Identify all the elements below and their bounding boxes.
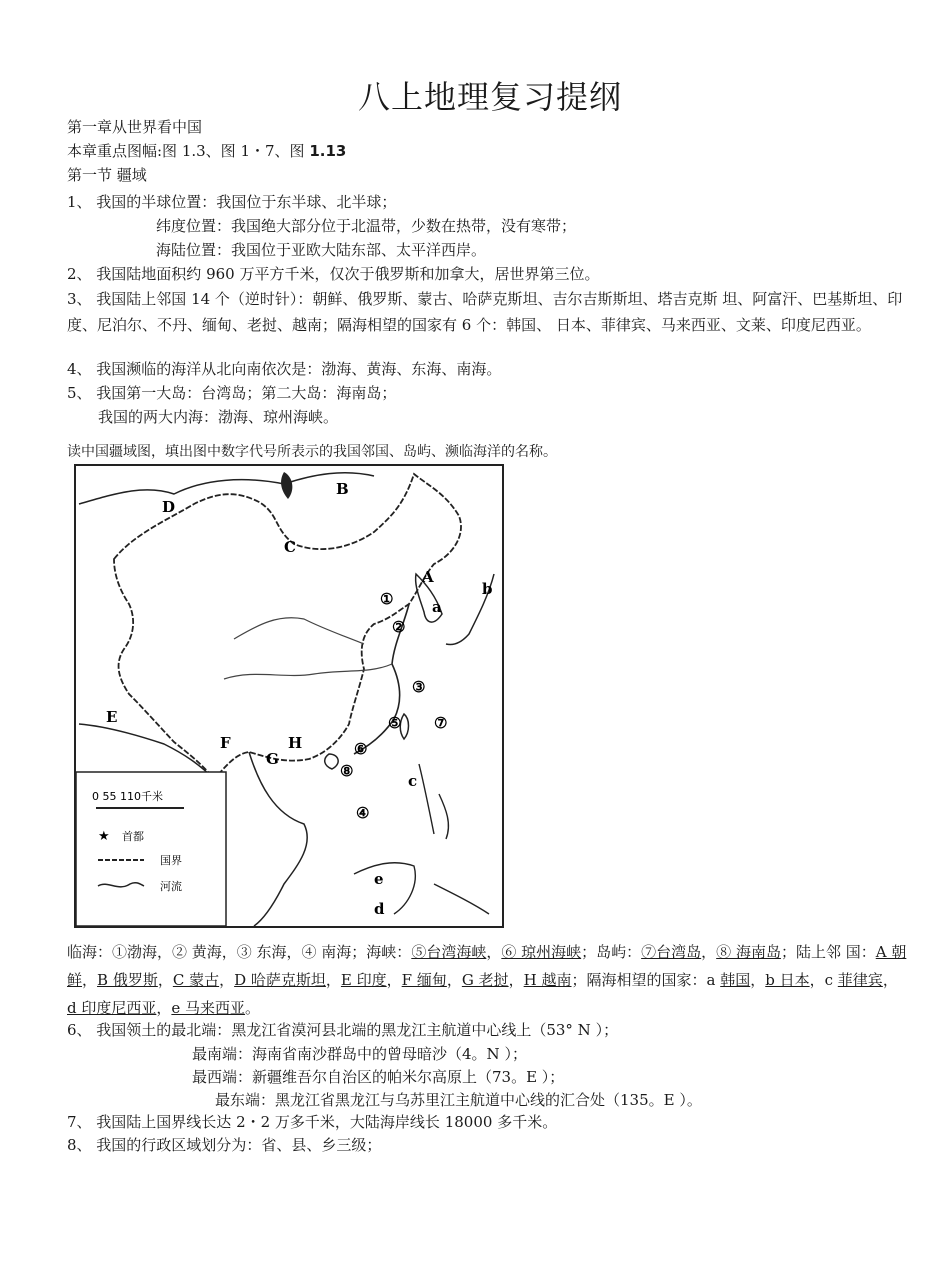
- section-heading: 第一节 疆域: [67, 166, 147, 184]
- page-title: 八上地理复习提纲: [357, 78, 622, 116]
- legend-capital: 首都: [122, 830, 144, 843]
- item-2: 2、 我国陆地面积约 960 万平方千米，仅次于俄罗斯和加拿大，居世界第三位。: [67, 265, 600, 283]
- map-label-②: ②: [392, 618, 406, 636]
- item-1: 1、 我国的半球位置：我国位于东半球、北半球；: [67, 193, 397, 211]
- answer-C: C 蒙古: [172, 971, 220, 989]
- key-maps-bold: 1.13: [309, 142, 347, 160]
- answers-islands: ；岛屿：: [581, 943, 642, 961]
- map-label-d: d: [374, 900, 385, 918]
- chapter-heading: 第一章从世界看中国: [67, 118, 203, 136]
- map-label-B: B: [336, 480, 349, 498]
- item-1-sea-land: 海陆位置：我国位于亚欧大陆东部、太平洋西岸。: [156, 241, 487, 259]
- answers-end: 。: [245, 999, 261, 1017]
- map-label-H: H: [288, 734, 303, 752]
- map-label-a: a: [432, 598, 442, 616]
- map-label-c: c: [408, 772, 418, 790]
- answers-neighbors: ；陆上邻 国：: [780, 943, 876, 961]
- map-label-e: e: [374, 870, 384, 888]
- item-6-north: 6、 我国领土的最北端：黑龙江省漠河县北端的黑龙江主航道中心线上（53° N ）；: [67, 1021, 619, 1039]
- answer-d: d 印度尼西亚: [67, 999, 157, 1017]
- scale-label: 0 55 110千米: [92, 790, 163, 803]
- map-label-⑦: ⑦: [434, 714, 448, 732]
- map-label-①: ①: [380, 590, 394, 608]
- answer-E: E 印度: [340, 971, 387, 989]
- capital-star-icon: ★: [98, 829, 110, 844]
- item-8: 8、 我国的行政区域划分为：省、县、乡三级；: [67, 1136, 382, 1154]
- answers-overseas: ；隔海相望的国家：a: [571, 971, 721, 989]
- answer-b: b 日本: [765, 971, 810, 989]
- answers-c-prefix: ，c: [809, 971, 838, 989]
- legend-border: 国界: [160, 854, 182, 867]
- map-label-⑥: ⑥: [354, 740, 368, 758]
- answer-a: 韩国: [720, 971, 751, 989]
- map-label-F: F: [220, 734, 231, 752]
- map-label-G: G: [266, 750, 279, 768]
- item-7: 7、 我国陆上国界线长达 2・2 万多千米，大陆海岸线长 18000 多千米。: [67, 1113, 558, 1131]
- answer-H: H 越南: [523, 971, 572, 989]
- item-6-south: 最南端：海南省南沙群岛中的曾母暗沙（4。N ）；: [192, 1045, 527, 1063]
- answer-D: D 哈萨克斯坦: [234, 971, 326, 989]
- map-label-b: b: [482, 580, 493, 598]
- item-6-west: 最西端：新疆维吾尔自治区的帕米尔高原上（73。E ）；: [192, 1068, 565, 1086]
- answer-island-7: ⑦台湾岛: [641, 943, 702, 961]
- item-5-inland-seas: 我国的两大内海：渤海、琼州海峡。: [98, 408, 339, 426]
- map-label-⑤: ⑤: [388, 714, 402, 732]
- answer-A: A 朝鲜: [67, 943, 907, 989]
- answer-G: G 老挝: [461, 971, 509, 989]
- map-caption: 读中国疆域图，填出图中数字代号所表示的我国邻国、岛屿、濒临海洋的名称。: [67, 444, 557, 460]
- map-answers: 临海：①渤海，② 黄海，③ 东海，④ 南海；海峡：⑤台湾海峡，⑥ 琼州海峡；岛屿：⑦台湾岛，⑧ 海南岛；陆上邻 国：A 朝鲜，B 俄罗斯，C 蒙古，D 哈萨克斯坦，E 印度，F 缅甸，G 老挝，H 越南；隔海相望的国家：a 韩国，b 日本，c 菲律宾，d 印度尼西亚，e 马来西亚。: [67, 943, 907, 1017]
- answer-B: B 俄罗斯: [97, 971, 158, 989]
- map-label-⑧: ⑧: [340, 762, 354, 780]
- china-territory-map: [74, 464, 504, 928]
- item-6-east: 最东端：黑龙江省黑龙江与乌苏里江主航道中心线的汇合处（135。E ）。: [215, 1091, 702, 1109]
- answer-strait-6: ⑥ 琼州海峡: [501, 943, 582, 961]
- map-label-E: E: [106, 708, 118, 726]
- map-label-④: ④: [356, 804, 370, 822]
- item-4: 4、 我国濒临的海洋从北向南依次是：渤海、黄海、东海、南海。: [67, 360, 502, 378]
- key-maps-text: 本章重点图幅:图 1.3、图 1・7、图: [67, 142, 310, 160]
- item-3: 3、 我国陆上邻国 14 个（逆时针）：朝鲜、俄罗斯、蒙古、哈萨克斯坦、吉尔吉斯斯坦、塔吉克斯 坦、阿富汗、巴基斯坦、印度、尼泊尔、不丹、缅甸、老挝、越南；隔海相望的国家有 6 个：韩国、 日本、菲律宾、马来西亚、文莱、印度尼西亚。: [67, 290, 903, 334]
- map-label-D: D: [162, 498, 176, 516]
- map-label-③: ③: [412, 678, 426, 696]
- map-label-A: A: [422, 568, 434, 586]
- key-maps-line: [67, 140, 346, 162]
- answers-seas: 临海：①渤海，② 黄海，③ 东海，④ 南海；海峡：: [67, 943, 412, 961]
- answer-island-8: ⑧ 海南岛: [716, 943, 781, 961]
- item-5: 5、 我国第一大岛：台湾岛；第二大岛：海南岛；: [67, 384, 397, 402]
- item-1-latitude: 纬度位置：我国绝大部分位于北温带，少数在热带，没有寒带；: [156, 217, 577, 235]
- answer-F: F 缅甸: [401, 971, 447, 989]
- legend-river: 河流: [160, 880, 182, 893]
- answer-c: 菲律宾: [837, 971, 883, 989]
- answer-strait-5: ⑤台湾海峡: [411, 943, 487, 961]
- answer-e: e 马来西亚: [171, 999, 246, 1017]
- map-label-C: C: [284, 538, 296, 556]
